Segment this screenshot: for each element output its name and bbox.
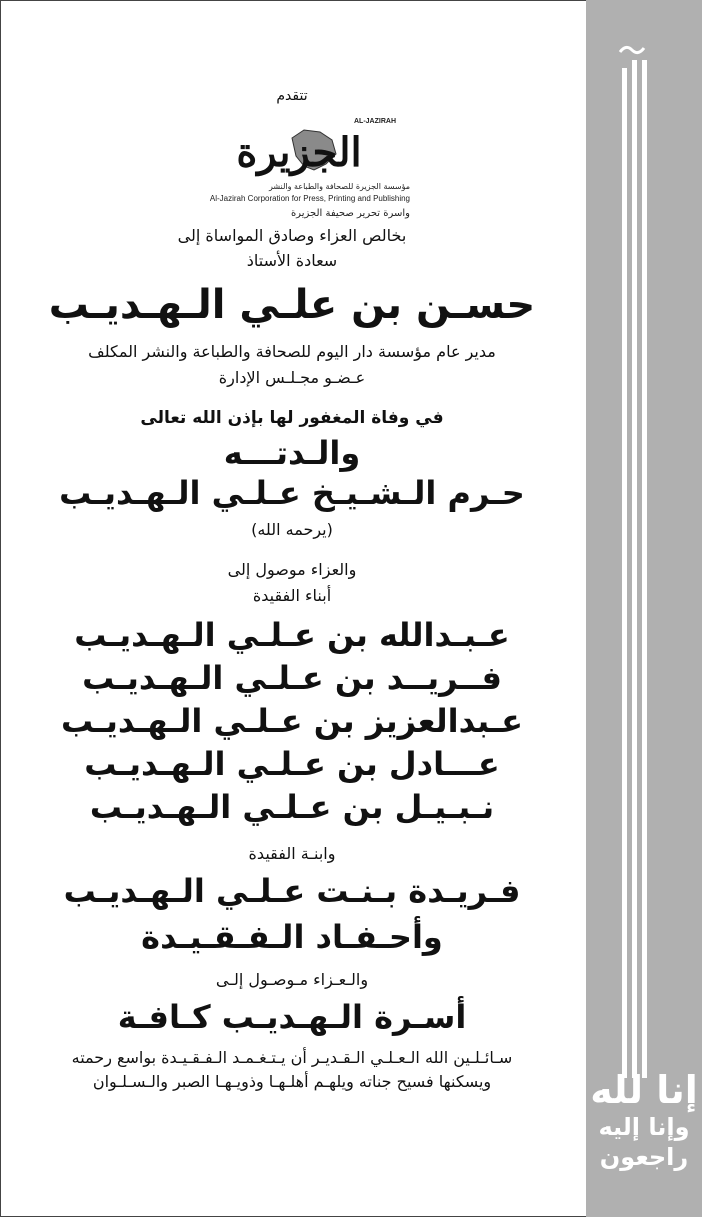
recipient-title-2: عـضـو مجـلـس الإدارة: [218, 368, 366, 387]
honorific: سعادة الأستاذ: [246, 251, 338, 270]
extension-text-1: والعزاء موصول إلى: [227, 560, 357, 579]
son-name: عـبدالعزيز بن عـلـي الـهـديـب: [61, 702, 523, 740]
son-name: نـبـيـل بن عـلـي الـهـديـب: [89, 788, 495, 826]
daughter-label: وابنـة الفقيدة: [248, 844, 336, 863]
closing-line-1: سـائـلـين الله الـعـلـي الـقـديـر أن يـتـغـمـد الـفـقـيـدة بواسع رحمته: [71, 1048, 513, 1067]
closing-line-2: ويسكنها فسيح جناته ويلهـم أهلـهـا وذويـهـا الصبر والـسـلـوان: [92, 1072, 492, 1091]
logo-subtitle-english: Al-Jazirah Corporation for Press, Printing and Publishing: [209, 194, 410, 203]
phrase-line-2: وإنا إليه: [598, 1113, 690, 1141]
deceased-relation: والـدتـــه: [223, 434, 361, 472]
prayer-text: (يرحمه الله): [251, 520, 333, 539]
recipient-name: حسـن بن علـي الـهـديـب: [48, 282, 536, 328]
sons-label: أبناء الفقيدة: [252, 586, 332, 605]
recipient-title-1: مدير عام مؤسسة دار اليوم للصحافة والطباعة والنشر المكلف: [88, 342, 496, 361]
son-name: عـبـدالله بن عـلـي الـهـديـب: [74, 616, 510, 654]
occasion-text: في وفاة المغفور لها بإذن الله تعالى: [140, 408, 444, 428]
deceased-name: حـرم الـشـيـخ عـلـي الـهـديـب: [59, 474, 525, 512]
al-jazirah-logo: [204, 112, 414, 224]
logo-name-arabic: الجزيرة: [236, 129, 362, 176]
presenter-text: تتقدم: [276, 88, 308, 104]
son-name: فــريــد بن عـلـي الـهـديـب: [82, 659, 502, 697]
quran-phrase: [590, 1068, 698, 1172]
logo-subtitle-arabic: مؤسسة الجزيرة للصحافة والطباعة والنشر: [268, 182, 410, 191]
phrase-line-3: راجعون: [599, 1143, 689, 1171]
logo-english-tag: AL-JAZIRAH: [354, 118, 396, 125]
condolence-ad: [8, 0, 576, 1217]
decorative-bars: [586, 0, 702, 1217]
son-name: عـــادل بن عـلـي الـهـديـب: [84, 745, 500, 783]
side-band: [586, 0, 702, 1217]
extension-text-2: والـعـزاء مـوصـول إلـى: [215, 970, 369, 989]
daughter-name: فـريـدة بـنـت عـلـي الـهـديـب: [63, 872, 521, 910]
family-name: أسـرة الـهـديـب كـافـة: [117, 998, 467, 1036]
editorial-staff-line: واسرة تحرير صحيفة الجزيرة: [290, 208, 410, 219]
grandchildren-text: وأحـفـاد الـفـقـيـدة: [141, 918, 443, 956]
condolence-intro: بخالص العزاء وصادق المواساة إلى: [177, 226, 407, 245]
phrase-line-1: إنا لله: [590, 1068, 698, 1112]
